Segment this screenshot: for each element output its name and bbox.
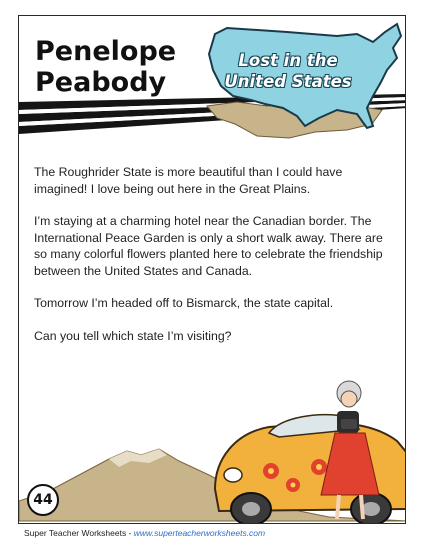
footer-url-link[interactable]: www.superteacherworksheets.com xyxy=(133,528,266,538)
story-text xyxy=(34,164,396,360)
paragraph-2: I’m staying at a charming hotel near the Canadian border. The International Peace Garden is only a short walk away. There are so many colorful flowers planted here to celebrate the friendship between the United States and Canada. xyxy=(34,214,383,278)
footer-publisher: Super Teacher Worksheets xyxy=(24,528,127,538)
footer xyxy=(24,528,265,538)
footer-separator: - xyxy=(126,528,134,538)
title-line-2: Peabody xyxy=(35,67,167,98)
paragraph-4: Can you tell which state I’m visiting? xyxy=(34,328,232,343)
paragraph-3: Tomorrow I’m headed off to Bismarck, the state capital. xyxy=(34,296,334,310)
banner-lost-in-the-us xyxy=(217,50,359,92)
illustration-scene xyxy=(19,371,406,524)
car-illustration xyxy=(215,415,406,524)
page-number-badge: 44 xyxy=(27,484,59,516)
title-line-1: Penelope xyxy=(35,36,177,67)
banner-line-1: Lost in the xyxy=(238,51,338,70)
banner-line-2: United States xyxy=(224,72,352,91)
page-title xyxy=(35,36,176,98)
paragraph-1: The Roughrider State is more beautiful than I could have imagined! I love being out here in the Great Plains. xyxy=(34,165,343,196)
worksheet-page xyxy=(18,15,406,524)
